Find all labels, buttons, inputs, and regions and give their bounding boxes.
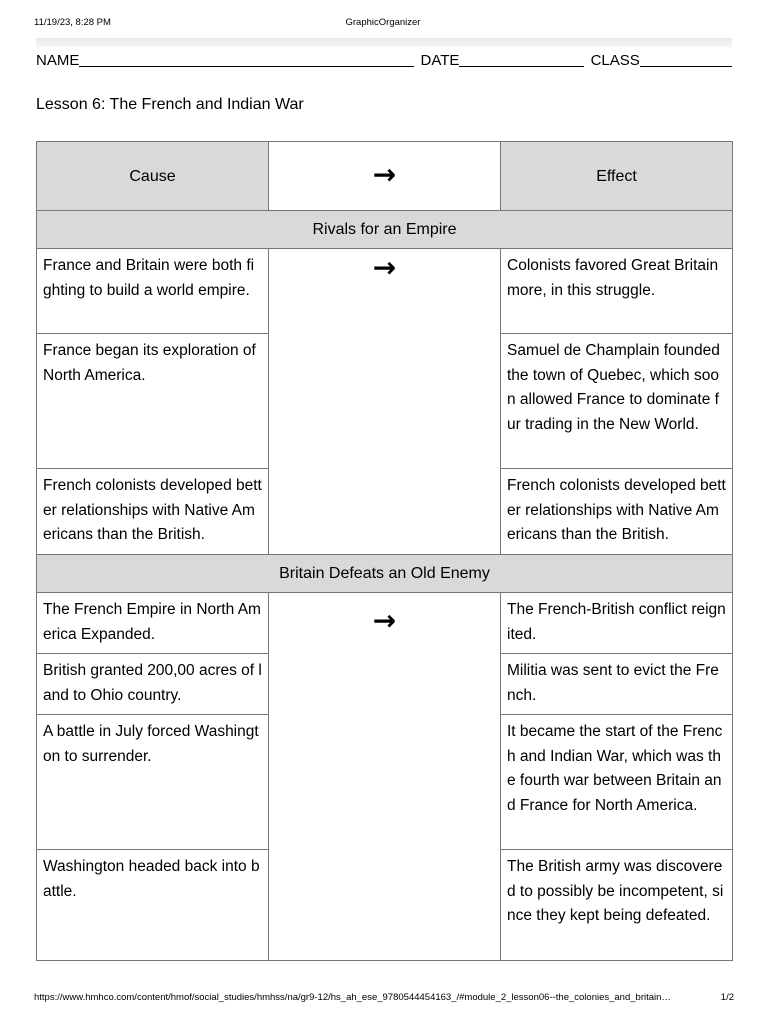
effect-cell: French colonists developed better relationships with Native Americans than the British. <box>501 469 733 555</box>
student-info-line <box>36 51 732 71</box>
cause-cell: France and Britain were both fighting to build a world empire. <box>37 249 269 334</box>
name-blank[interactable] <box>79 51 414 67</box>
section-row <box>37 555 733 593</box>
cause-cell: French colonists developed better relationships with Native Americans than the British. <box>37 469 269 555</box>
date-blank[interactable] <box>459 51 584 67</box>
header-arrow-cell <box>269 142 501 211</box>
lesson-title: Lesson 6: The French and Indian War <box>36 96 304 113</box>
table-row <box>37 249 733 334</box>
cause-cell: Washington headed back into battle. <box>37 850 269 961</box>
cause-cell: A battle in July forced Washington to surrender. <box>37 715 269 850</box>
effect-cell: It became the start of the French and Indian War, which was the fourth war between Britain and France for North America. <box>501 715 733 850</box>
cause-effect-table <box>36 141 733 961</box>
effect-cell: Samuel de Champlain founded the town of Quebec, which soon allowed France to dominate fur trading in the New World. <box>501 334 733 469</box>
page-header-bar <box>36 38 732 47</box>
effect-cell: The French-British conflict reignited. <box>501 593 733 654</box>
section-row <box>37 211 733 249</box>
cause-cell: British granted 200,00 acres of land to Ohio country. <box>37 654 269 715</box>
page-number: 1/2 <box>720 992 734 1003</box>
effect-header: Effect <box>501 142 733 211</box>
table-row <box>37 593 733 654</box>
effect-cell: Militia was sent to evict the French. <box>501 654 733 715</box>
section-title-britain: Britain Defeats an Old Enemy <box>37 555 733 593</box>
effect-cell: Colonists favored Great Britain more, in this struggle. <box>501 249 733 334</box>
cause-header: Cause <box>37 142 269 211</box>
print-footer <box>34 992 734 1004</box>
table-header-row <box>37 142 733 211</box>
section-title-rivals: Rivals for an Empire <box>37 211 733 249</box>
cause-cell: France began its exploration of North America. <box>37 334 269 469</box>
effect-cell: The British army was discovered to possibly be incompetent, since they kept being defeated. <box>501 850 733 961</box>
print-header <box>34 17 732 31</box>
section-arrow-cell <box>269 249 501 555</box>
class-label: CLASS <box>590 52 640 69</box>
right-arrow-icon: → <box>372 251 397 284</box>
page-url: https://www.hmhco.com/content/hmof/social_studies/hmhss/na/gr9-12/hs_ah_ese_9780544454163_/#module_2_lesson06--the_colonies_and_britain… <box>34 992 671 1003</box>
section-arrow-cell <box>269 593 501 961</box>
right-arrow-icon: → <box>372 158 397 192</box>
cause-cell: The French Empire in North America Expanded. <box>37 593 269 654</box>
right-arrow-icon: → <box>372 604 397 637</box>
print-title: GraphicOrganizer <box>345 17 421 28</box>
date-label: DATE <box>420 52 460 69</box>
name-label: NAME <box>36 52 80 69</box>
class-blank[interactable] <box>640 51 732 67</box>
print-timestamp: 11/19/23, 8:28 PM <box>34 17 111 28</box>
